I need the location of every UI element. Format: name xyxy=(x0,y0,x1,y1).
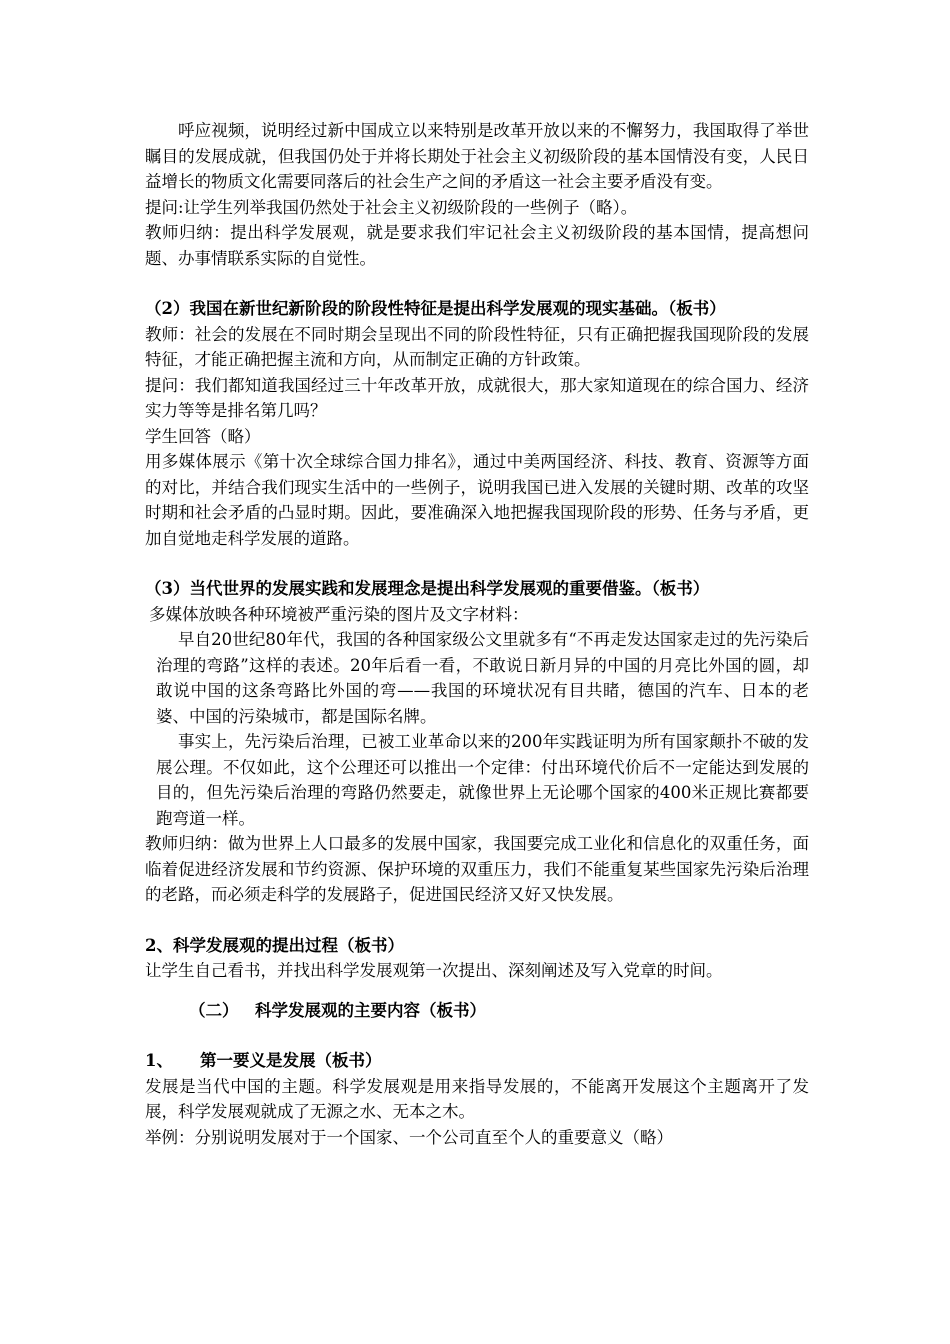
heading-proposal-process: 2、科学发展观的提出过程（板书） xyxy=(145,935,404,955)
document-page xyxy=(145,118,809,1150)
item-heading-development xyxy=(145,1048,809,1074)
section-number: （二） xyxy=(189,1000,239,1020)
paragraph-student-answer: 学生回答（略） xyxy=(145,426,261,446)
paragraph-teacher: 教师：社会的发展在不同时期会呈现出不同的阶段性特征，只有正确把握我国现阶段的发展特征，才能正确把握主流和方向，从而制定正确的方针政策。 xyxy=(145,324,809,369)
section-title: 科学发展观的主要内容（板书） xyxy=(255,1000,486,1020)
paragraph-multimedia-pollution: 多媒体放映各种环境被严重污染的图片及文字材料： xyxy=(149,604,529,624)
item-number: 1、 xyxy=(145,1051,173,1070)
paragraph-teacher-conclusion: 教师归纳：做为世界上人口最多的发展中国家，我国要完成工业化和信息化的双重任务，面临着促进经济发展和节约资源、保护环境的双重压力，我们不能重复某些国家先污染后治理的老路，而必须走科学的发展路子，促进国民经济又好又快发展。 xyxy=(145,834,809,904)
heading-2: （2）我国在新世纪新阶段的阶段性特征是提出科学发展观的现实基础。（板书） xyxy=(145,299,726,318)
paragraph-question-ranking: 提问：我们都知道我国经过三十年改革开放，成就很大，那大家知道现在的综合国力、经济实力等等是排名第几吗？ xyxy=(145,375,809,420)
item-title: 第一要义是发展（板书） xyxy=(200,1051,382,1070)
paragraph-video-response: 呼应视频，说明经过新中国成立以来特别是改革开放以来的不懈努力，我国取得了举世瞩目的发展成就，但我国仍处于并将长期处于社会主义初级阶段的基本国情没有变，人民日益增长的物质文化需要同落后的社会生产之间的矛盾这一社会主要矛盾没有变。 xyxy=(145,121,809,191)
paragraph-teacher-summary: 教师归纳：提出科学发展观，就是要求我们牢记社会主义初级阶段的基本国情，提高想问题、办事情联系实际的自觉性。 xyxy=(145,223,809,268)
heading-3: （3）当代世界的发展实践和发展理念是提出科学发展观的重要借鉴。（板书） xyxy=(145,579,710,598)
paragraph-multimedia-ranking: 用多媒体展示《第十次全球综合国力排名》，通过中美两国经济、科技、教育、资源等方面的对比，并结合我们现实生活中的一些例子，说明我国已进入发展的关键时期、改革的攻坚时期和社会矛盾的凸显时期。因此，要准确深入地把握我国现阶段的形势、任务与矛盾，更加自觉地走科学发展的道路。 xyxy=(145,452,809,548)
quote-paragraph-1: 早自20世纪80年代，我国的各种国家级公文里就多有“不再走发达国家走过的先污染后治理的弯路”这样的表述。20年后看一看，不敢说日新月异的中国的月亮比外国的圆，却敢说中国的这条弯路比外国的弯——我国的环境状况有目共睹，德国的汽车、日本的老婆、中国的污染城市，都是国际名牌。 xyxy=(156,630,809,726)
paragraph-question: 提问:让学生列举我国仍然处于社会主义初级阶段的一些例子（略）。 xyxy=(145,197,638,217)
quote-paragraph-2: 事实上，先污染后治理，已被工业革命以来的200年实践证明为所有国家颠扑不破的发展公理。不仅如此，这个公理还可以推出一个定律：付出环境代价后不一定能达到发展的目的，但先污染后治理的弯路仍然要走，就像世界上无论哪个国家的400米正规比赛都要跑弯道一样。 xyxy=(156,732,809,828)
paragraph-development-theme: 发展是当代中国的主题。科学发展观是用来指导发展的，不能离开发展这个主题离开了发展，科学发展观就成了无源之水、无本之木。 xyxy=(145,1076,809,1121)
paragraph-example: 举例：分别说明发展对于一个国家、一个公司直至个人的重要意义（略） xyxy=(145,1127,673,1147)
section-heading-main-content xyxy=(145,998,809,1024)
paragraph-self-study: 让学生自己看书，并找出科学发展观第一次提出、深刻阐述及写入党章的时间。 xyxy=(145,961,723,980)
